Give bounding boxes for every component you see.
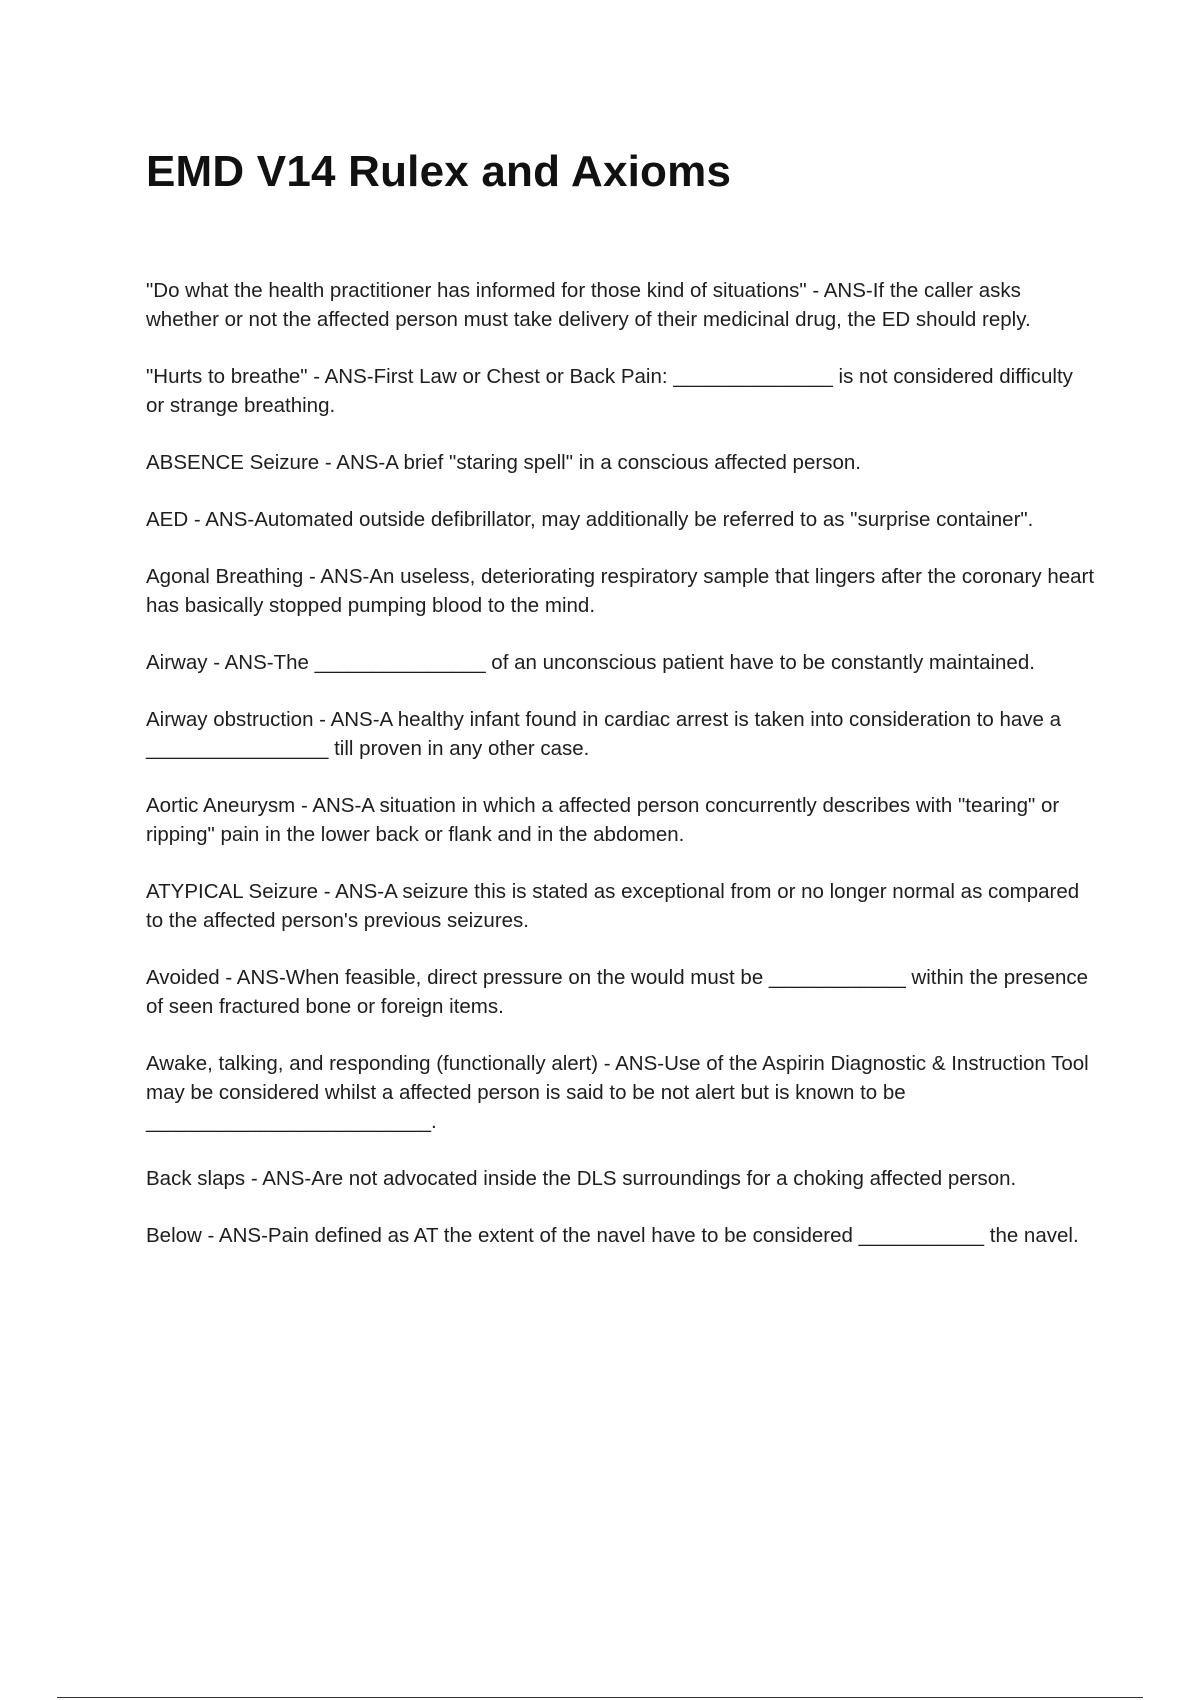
flashcard-entry: ABSENCE Seizure - ANS-A brief "staring spell" in a conscious affected person. xyxy=(146,451,861,474)
flashcard-entry: Below - ANS-Pain defined as AT the extent of the navel have to be considered ___________ the navel. xyxy=(146,1224,1079,1247)
flashcard-entry: Back slaps - ANS-Are not advocated inside the DLS surroundings for a choking affected person. xyxy=(146,1167,1017,1190)
flashcard-entry: ATYPICAL Seizure - ANS-A seizure this is stated as exceptional from or no longer normal as compared to the affected person's previous seizures. xyxy=(146,880,1080,932)
flashcard-entry: Aortic Aneurysm - ANS-A situation in which a affected person concurrently describes with "tearing" or ripping" pain in the lower back or flank and in the abdomen. xyxy=(146,794,1060,846)
flashcard-entry: "Hurts to breathe" - ANS-First Law or Chest or Back Pain: ______________ is not considered difficulty or strange breathing. xyxy=(146,365,1073,417)
flashcard-entry: Airway - ANS-The _______________ of an unconscious patient have to be constantly maintained. xyxy=(146,651,1035,674)
flashcard-entry: "Do what the health practitioner has informed for those kind of situations" - ANS-If the caller asks whether or not the affected person must take delivery of their medicinal drug, the ED should reply. xyxy=(146,279,1031,331)
flashcard-entry: Awake, talking, and responding (functionally alert) - ANS-Use of the Aspirin Diagnostic & Instruction Tool may be considered whilst a affected person is said to be not alert but is known to be _________________________. xyxy=(146,1052,1089,1133)
flashcard-entry: Avoided - ANS-When feasible, direct pressure on the would must be ____________ within the presence of seen fractured bone or foreign items. xyxy=(146,966,1089,1018)
flashcard-list xyxy=(146,276,1096,1278)
flashcard-entry: Agonal Breathing - ANS-An useless, deteriorating respiratory sample that lingers after the coronary heart has basically stopped pumping blood to the mind. xyxy=(146,565,1095,617)
footer-divider xyxy=(57,1697,1143,1698)
flashcard-entry: Airway obstruction - ANS-A healthy infant found in cardiac arrest is taken into consideration to have a ________________ till proven in any other case. xyxy=(146,708,1062,760)
flashcard-entry: AED - ANS-Automated outside defibrillator, may additionally be referred to as "surprise container". xyxy=(146,508,1034,531)
document-title: EMD V14 Rulex and Axioms xyxy=(146,147,732,196)
